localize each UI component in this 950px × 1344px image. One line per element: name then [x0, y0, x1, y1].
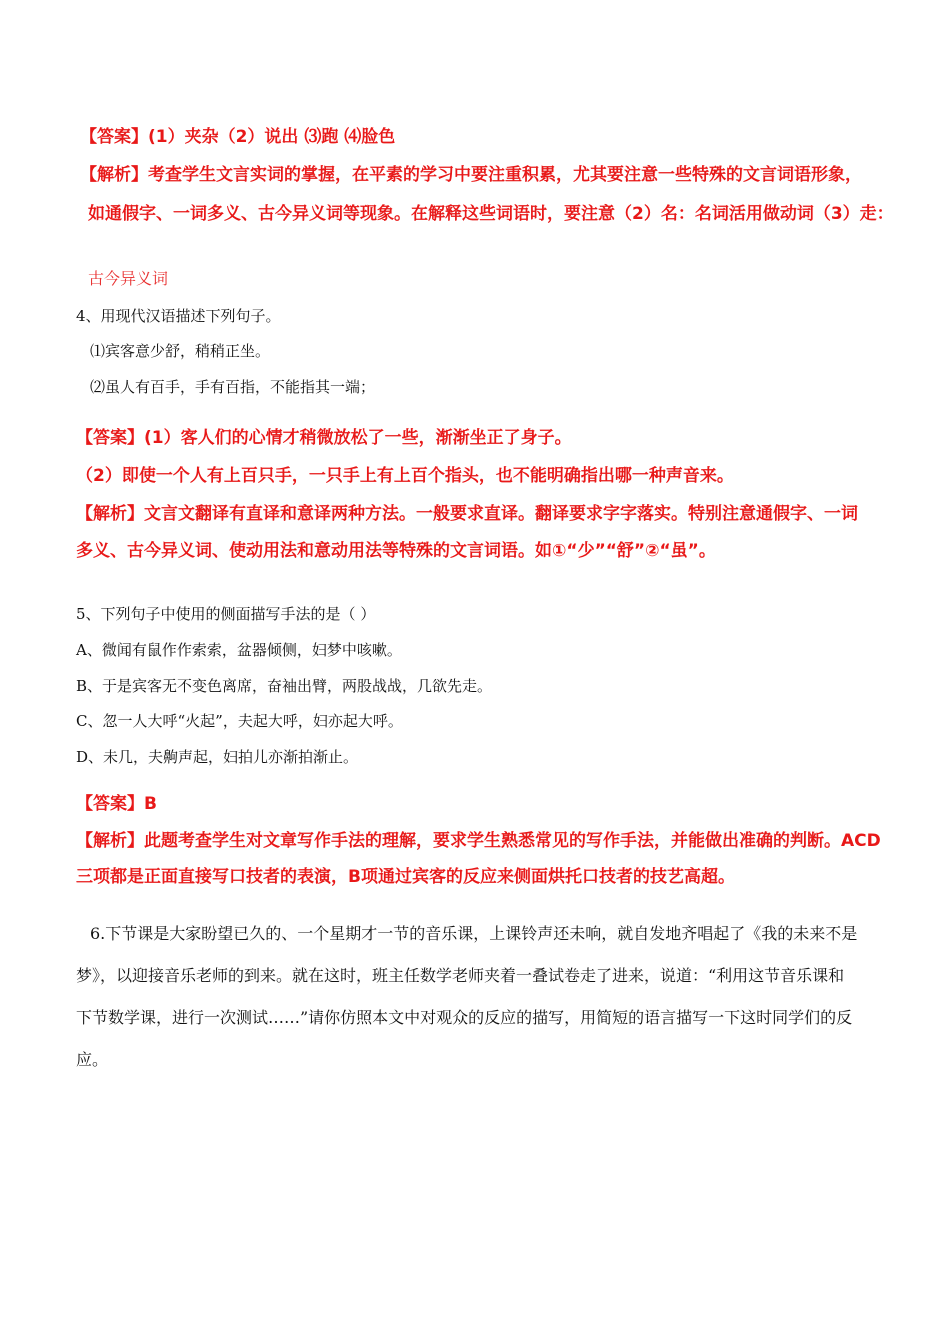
- q5-answer: 【答案】B: [76, 794, 157, 814]
- q3-analysis-line-2: 如通假字、一词多义、古今异义词等现象。在解释这些词语时，要注意（2）名：名词活用做动词（3）走：: [88, 204, 894, 224]
- q5-option-c: C、忽一人大呼“火起”，夫起大呼，妇亦起大呼。: [76, 712, 403, 730]
- q4-item-2: ⑵虽人有百手，手有百指，不能指其一端；: [90, 378, 376, 396]
- q4-analysis-line-1: 【解析】文言文翻译有直译和意译两种方法。一般要求直译。翻译要求字字落实。特别注意通假字、一词: [76, 504, 858, 524]
- q5-option-a: A、微闻有鼠作作索索，盆器倾侧，妇梦中咳嗽。: [76, 641, 402, 659]
- q5-option-b: B、于是宾客无不变色离席，奋袖出臂，两股战战，几欲先走。: [76, 677, 493, 695]
- q4-question: 4、用现代汉语描述下列句子。: [76, 307, 281, 325]
- q5-analysis-line-1: 【解析】此题考查学生对文章写作手法的理解，要求学生熟悉常见的写作手法，并能做出准确的判断。ACD: [76, 831, 881, 851]
- q6-line-2: 梦》，以迎接音乐老师的到来。就在这时，班主任数学老师夹着一叠试卷走了进来，说道：“利用这节音乐课和: [76, 966, 845, 985]
- q5-question: 5、下列句子中使用的侧面描写手法的是（ ）: [76, 605, 376, 623]
- q5-option-d: D、未几，夫齁声起，妇拍儿亦渐拍渐止。: [76, 748, 359, 766]
- q6-line-4: 应。: [76, 1050, 109, 1069]
- q3-analysis-line-1: 【解析】考查学生文言实词的掌握，在平素的学习中要注重积累，尤其要注意一些特殊的文言词语形象，: [80, 165, 862, 185]
- q3-analysis-line-3: 古今异义词: [88, 269, 169, 288]
- q3-answer: 【答案】(1）夹杂（2）说出 ⑶跑 ⑷脸色: [80, 127, 396, 147]
- q4-answer-2: （2）即使一个人有上百只手，一只手上有上百个指头，也不能明确指出哪一种声音来。: [76, 466, 734, 486]
- q4-answer-1: 【答案】(1）客人们的心情才稍微放松了一些，渐渐坐正了身子。: [76, 428, 572, 448]
- q4-item-1: ⑴宾客意少舒，稍稍正坐。: [90, 342, 271, 360]
- q6-line-1: 6.下节课是大家盼望已久的、一个星期才一节的音乐课，上课铃声还未响，就自发地齐唱起了《我的未来不是: [90, 924, 858, 943]
- q4-analysis-line-2: 多义、古今异义词、使动用法和意动用法等特殊的文言词语。如①“少”“舒”②“虽”。: [76, 541, 716, 561]
- q6-line-3: 下节数学课，进行一次测试……”请你仿照本文中对观众的反应的描写，用简短的语言描写一下这时同学们的反: [76, 1008, 853, 1027]
- q5-analysis-line-2: 三项都是正面直接写口技者的表演，B项通过宾客的反应来侧面烘托口技者的技艺高超。: [76, 867, 735, 887]
